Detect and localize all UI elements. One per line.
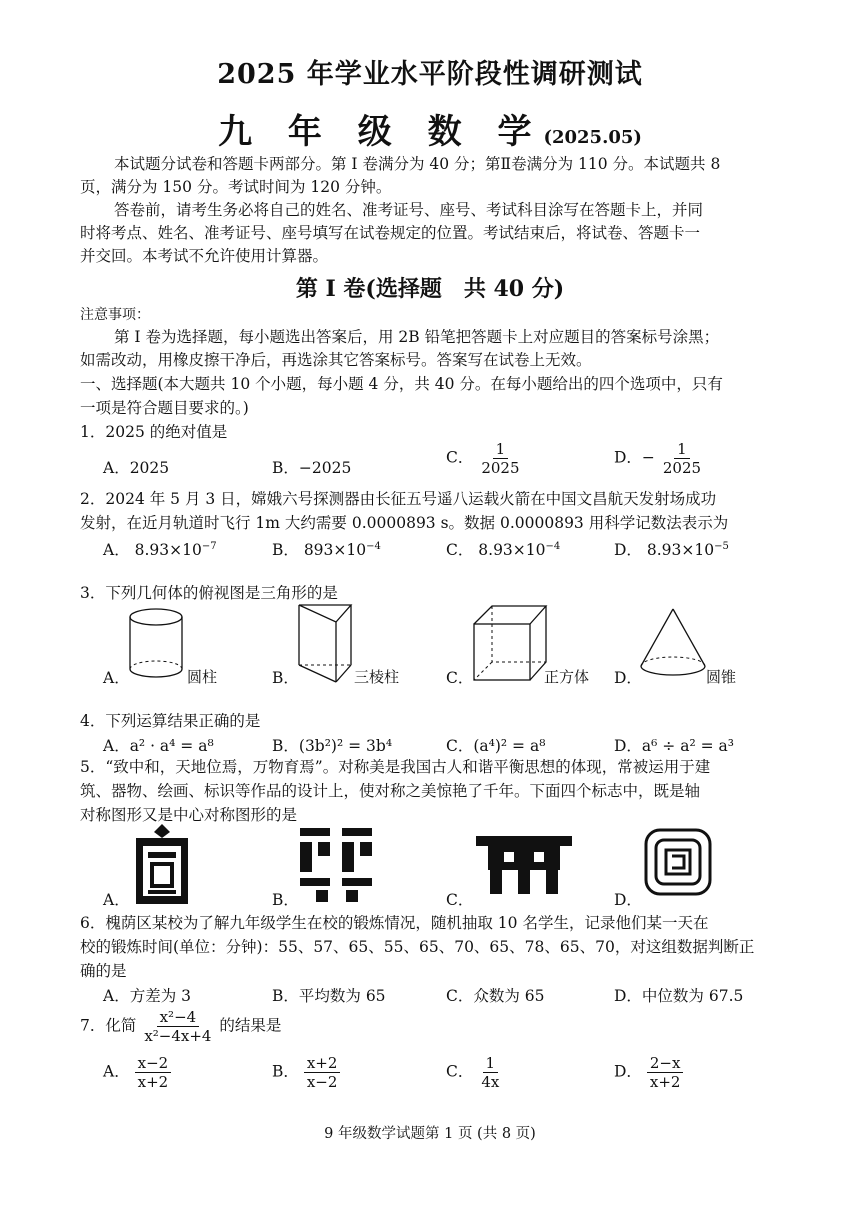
q3-label-cylinder: 圆柱 [187, 668, 218, 686]
q6-option-d: D．中位数为 67.5 [614, 987, 744, 1005]
q2-option-b-base: B． 893×10 [272, 541, 367, 559]
q7-a-numerator: x−2 [135, 1054, 172, 1073]
q2-option-d [614, 538, 729, 560]
q7-d-denominator: x+2 [649, 1073, 681, 1091]
q2-option-a-exp: −7 [201, 540, 217, 552]
q4-option-a: A．a² · a⁴ = a⁸ [103, 737, 214, 755]
logo-c-vessel [474, 832, 574, 896]
q7-stem-numerator: x²−4 [157, 1008, 200, 1027]
q2-option-d-exp: −5 [714, 540, 729, 552]
q1-option-c-label: C． [446, 448, 474, 467]
q2-option-a-base: A． 8.93×10 [103, 541, 202, 559]
q6-line-1: 6．槐荫区某校为了解九年级学生在校的锻炼情况，随机抽取 10 名学生，记录他们某一天在 [80, 914, 709, 932]
intro-line-3: 答卷前，请考生务必将自己的姓名、准考证号、座号、考试科目涂写在答题卡上，并同 [114, 201, 704, 219]
intro-line-1: 本试题分试卷和答题卡两部分。第 I 卷满分为 40 分；第Ⅱ卷满分为 110 分。本试题共 8 [114, 155, 721, 173]
q5-line-1: 5．“致中和，天地位焉，万物育焉”。对称美是我国古人和谐平衡思想的体现，常被运用于建 [80, 758, 711, 776]
triangular-prism-figure [296, 600, 356, 690]
logo-b-pattern [296, 824, 378, 904]
cube-figure [472, 604, 550, 686]
q2-option-c [446, 538, 560, 560]
q5-option-a: A． [103, 891, 130, 909]
q2-option-d-base: D． 8.93×10 [614, 541, 715, 559]
q3-option-c: C． [446, 669, 474, 687]
q2-option-c-exp: −4 [545, 540, 561, 552]
exam-title: 2025 年学业水平阶段性调研测试 [217, 59, 643, 90]
q1-option-c [446, 440, 523, 477]
q7-option-a-label: A． [103, 1062, 130, 1081]
q7-b-numerator: x+2 [304, 1054, 341, 1073]
q7-stem [80, 1008, 281, 1045]
q7-stem-denominator: x²−4x+4 [144, 1027, 212, 1045]
q7-d-numerator: 2−x [647, 1054, 684, 1073]
exam-date: (2025.05) [543, 127, 642, 148]
notice-heading: 注意事项： [80, 307, 150, 323]
q3-label-cone: 圆锥 [706, 668, 737, 686]
q6-line-3: 确的是 [80, 962, 127, 980]
q1-c-numerator: 1 [493, 440, 509, 459]
q1-d-denominator: 2025 [662, 459, 702, 477]
q3-option-d: D． [614, 669, 642, 687]
q1-c-denominator: 2025 [481, 459, 520, 477]
q3-stem: 3．下列几何体的俯视图是三角形的是 [80, 584, 338, 602]
q7-option-b [272, 1054, 340, 1091]
q1-stem: 1．2025 的绝对值是 [80, 423, 228, 441]
q1-option-b: B．−2025 [272, 459, 352, 477]
q2-option-b [272, 538, 381, 560]
q5-option-b: B． [272, 891, 299, 909]
q1-option-d [614, 440, 704, 477]
q5-line-3: 对称图形又是中心对称图形的是 [80, 806, 298, 824]
q7-option-d-label: D． [614, 1062, 642, 1081]
q7-option-c-label: C． [446, 1062, 474, 1081]
logo-d-knot [640, 824, 716, 900]
subject-name: 九 年 级 数 学 [218, 112, 544, 152]
q5-option-c: C． [446, 891, 474, 909]
q7-option-c [446, 1054, 502, 1091]
q5-line-2: 筑、器物、绘画、标识等作品的设计上，使对称之美惊艳了千年。下面四个标志中，既是轴 [80, 782, 701, 800]
notice-line-1: 第 I 卷为选择题，每小题选出答案后，用 2B 铅笔把答题卡上对应题目的答案标号涂黑； [114, 328, 720, 346]
q7-c-numerator: 1 [483, 1054, 499, 1073]
q7-option-b-label: B． [272, 1062, 299, 1081]
q6-line-2: 校的锻炼时间(单位：分钟)：55、57、65、55、65、70、65、78、65、70，对这组数据判断正 [80, 938, 755, 956]
section-title: 第 I 卷(选择题 共 40 分) [295, 276, 565, 302]
q1-option-d-label: D．− [614, 448, 655, 467]
q2-option-a [103, 538, 217, 560]
part1-line-2: 一项是符合题目要求的。) [80, 399, 249, 417]
q7-b-denominator: x−2 [306, 1073, 338, 1091]
page-footer: 9 年级数学试题第 1 页 (共 8 页) [324, 1126, 536, 1142]
q6-option-a: A．方差为 3 [103, 987, 191, 1005]
q4-option-c: C．(a⁴)² = a⁸ [446, 737, 546, 755]
q7-c-denominator: 4x [481, 1073, 500, 1091]
q7-a-denominator: x+2 [137, 1073, 169, 1091]
cylinder-figure [128, 605, 188, 685]
q6-option-b: B．平均数为 65 [272, 987, 386, 1005]
q2-line-1: 2．2024 年 5 月 3 日，嫦娥六号探测器由长征五号遥八运载火箭在中国文昌航天发射场成功 [80, 490, 717, 508]
q4-option-b: B．(3b²)² = 3b⁴ [272, 737, 393, 755]
intro-line-4: 时将考点、姓名、准考证号、座号填写在试卷规定的位置。考试结束后，将试卷、答题卡一 [80, 224, 701, 242]
q2-option-c-base: C． 8.93×10 [446, 541, 546, 559]
q4-option-d: D．a⁶ ÷ a² = a³ [614, 737, 734, 755]
q3-label-cube: 正方体 [544, 668, 590, 686]
q5-option-d: D． [614, 891, 642, 909]
intro-line-2: 页，满分为 150 分。考试时间为 120 分钟。 [80, 178, 392, 196]
q2-option-b-exp: −4 [366, 540, 381, 552]
intro-line-5: 并交回。本考试不允许使用计算器。 [80, 247, 329, 265]
q2-line-2: 发射，在近月轨道时飞行 1m 大约需要 0.0000893 s。数据 0.0000893 用科学记数法表示为 [80, 514, 729, 532]
q1-d-numerator: 1 [674, 440, 690, 459]
q1-option-a: A．2025 [103, 459, 170, 477]
q7-option-a [103, 1054, 171, 1091]
subject-title [0, 104, 860, 153]
part1-line-1: 一、选择题(本大题共 10 个小题，每小题 4 分，共 40 分。在每小题给出的四个选项中，只有 [80, 375, 723, 393]
notice-line-2: 如需改动，用橡皮擦干净后，再选涂其它答案标号。答案写在试卷上无效。 [80, 351, 592, 369]
q7-stem-suffix: 的结果是 [219, 1016, 282, 1035]
q7-stem-prefix: 7．化简 [80, 1016, 137, 1035]
logo-a-seal [130, 822, 194, 906]
q3-option-a: A． [103, 669, 130, 687]
q6-option-c: C．众数为 65 [446, 987, 545, 1005]
cone-figure [638, 606, 710, 684]
q3-label-prism: 三棱柱 [354, 668, 400, 686]
q3-option-b: B． [272, 669, 299, 687]
q4-stem: 4．下列运算结果正确的是 [80, 712, 261, 730]
q7-option-d [614, 1054, 683, 1091]
